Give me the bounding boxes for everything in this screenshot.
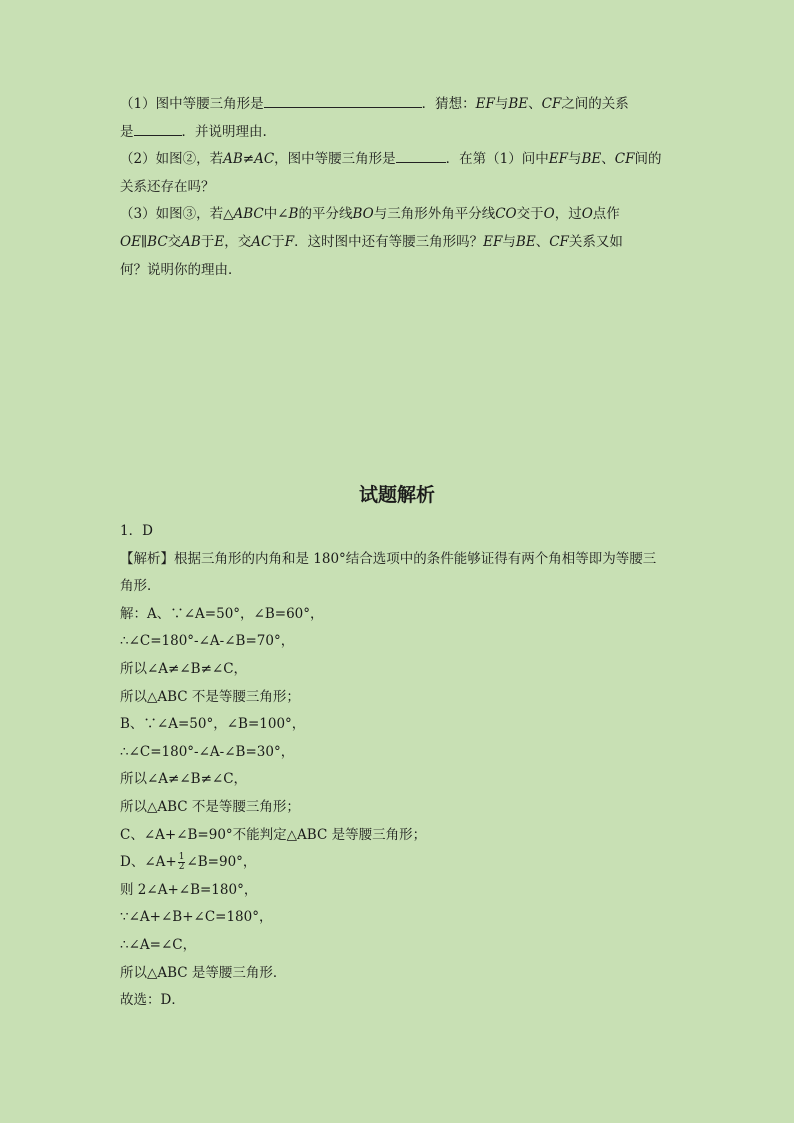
math-var: BE <box>515 233 536 250</box>
math-var: AC <box>251 233 272 250</box>
question-text: ，交 <box>224 233 252 250</box>
math-var: B <box>288 206 299 223</box>
math-expr: AB≠AC <box>223 151 275 168</box>
solution-step: ∴∠C=180°-∠A-∠B=30°， <box>120 743 295 760</box>
fraction <box>178 853 186 872</box>
solution-block <box>120 518 680 1015</box>
math-expr: OE∥BC <box>120 233 168 250</box>
section-title: 试题解析 <box>358 484 435 506</box>
step-text: ∠B=90°， <box>186 854 257 871</box>
math-var: BO <box>352 206 374 223</box>
math-var: CF <box>614 151 635 168</box>
question-text: 关系还存在吗？ <box>120 178 215 195</box>
math-var: CF <box>541 96 562 112</box>
solution-step: ∴∠C=180°-∠A-∠B=70°， <box>120 633 295 650</box>
question-text: 于 <box>200 233 215 250</box>
question-text: 、 <box>535 233 550 250</box>
step-text: D、∠A+ <box>120 854 177 871</box>
question-line-6 <box>120 229 680 257</box>
analysis-line: 【解析】根据三角形的内角和是 180°结合选项中的条件能够证得有两个角相等即为等腰三 <box>120 550 657 567</box>
question-text: ．在第（1）问中 <box>445 151 549 168</box>
math-var: EF <box>475 96 495 112</box>
solution-step: C、∠A+∠B=90°不能判定△ABC 是等腰三角形； <box>120 826 427 843</box>
question-text: ．猜想： <box>421 96 476 112</box>
question-text: 与 <box>567 151 582 168</box>
question-text: 与 <box>502 233 516 250</box>
math-var: BE <box>581 151 602 168</box>
question-text: 交于 <box>516 206 544 223</box>
solution-step: 所以∠A≠∠B≠∠C， <box>120 771 248 788</box>
math-var: ABC <box>233 206 264 223</box>
question-line-7 <box>120 257 680 285</box>
question-line-5 <box>120 201 680 229</box>
answer-blank <box>396 148 446 163</box>
question-text: （1）图中等腰三角形是 <box>120 96 264 112</box>
math-var: E <box>214 233 225 250</box>
analysis-line: 角形． <box>120 578 161 595</box>
solution-step: 所以△ABC 是等腰三角形． <box>120 964 287 981</box>
math-var: CF <box>549 233 569 250</box>
question-text: 、 <box>528 96 542 112</box>
math-var: AB <box>181 233 201 250</box>
math-var: EF <box>483 233 503 250</box>
question-text: 交 <box>167 233 182 250</box>
math-var: F <box>284 233 295 250</box>
question-line-3 <box>120 146 680 174</box>
question-text: 、 <box>601 151 615 168</box>
question-line-2 <box>120 119 680 147</box>
question-text: 与 <box>494 96 509 112</box>
question-text: （3）如图③，若△ <box>120 206 234 223</box>
question-text: ．并说明理由. <box>181 123 267 140</box>
solution-step: ∵∠A+∠B+∠C=180°， <box>120 909 273 926</box>
question-line-1 <box>120 91 680 119</box>
math-var: O <box>543 206 555 223</box>
solution-step <box>120 849 680 877</box>
answer-blank <box>264 93 422 108</box>
fraction-numerator: 1 <box>178 852 185 863</box>
math-var: CO <box>495 206 517 223</box>
question-text: 点作 <box>592 206 620 223</box>
question-block <box>120 91 680 284</box>
math-var: EF <box>548 151 568 168</box>
question-text: 之间的关系 <box>561 96 629 112</box>
solution-step: ∴∠A=∠C， <box>120 936 197 953</box>
math-var: O <box>581 206 593 223</box>
question-text: 关系又如 <box>568 233 623 250</box>
fraction-denominator: 2 <box>178 862 185 873</box>
question-text: 是 <box>120 123 134 140</box>
answer-blank <box>134 121 182 136</box>
question-text: 与三角形外角平分线 <box>373 206 496 223</box>
question-text: 间的 <box>634 151 662 168</box>
solution-step: 解：A、∵∠A=50°，∠B=60°， <box>120 605 324 622</box>
solution-step: 所以∠A≠∠B≠∠C， <box>120 660 248 677</box>
solution-step: 所以△ABC 不是等腰三角形； <box>120 798 300 815</box>
question-text: ．这时图中还有等腰三角形吗？ <box>294 233 484 250</box>
question-text: 于 <box>271 233 285 250</box>
question-text: 的平分线 <box>298 206 353 223</box>
math-var: BE <box>508 96 529 112</box>
question-text: （2）如图②，若 <box>120 151 224 168</box>
solution-step: 故选：D． <box>120 992 185 1009</box>
question-text: 中∠ <box>263 206 289 223</box>
answer-line: 1．D <box>120 523 153 539</box>
question-text: 何？说明你的理由． <box>120 261 242 278</box>
solution-step: 所以△ABC 不是等腰三角形； <box>120 688 300 705</box>
solution-step: 则 2∠A+∠B=180°， <box>120 881 258 898</box>
question-text: ，图中等腰三角形是 <box>274 151 396 168</box>
solution-step: B、∵∠A=50°，∠B=100°， <box>120 716 306 733</box>
question-line-4 <box>120 174 680 202</box>
question-text: ，过 <box>554 206 582 223</box>
